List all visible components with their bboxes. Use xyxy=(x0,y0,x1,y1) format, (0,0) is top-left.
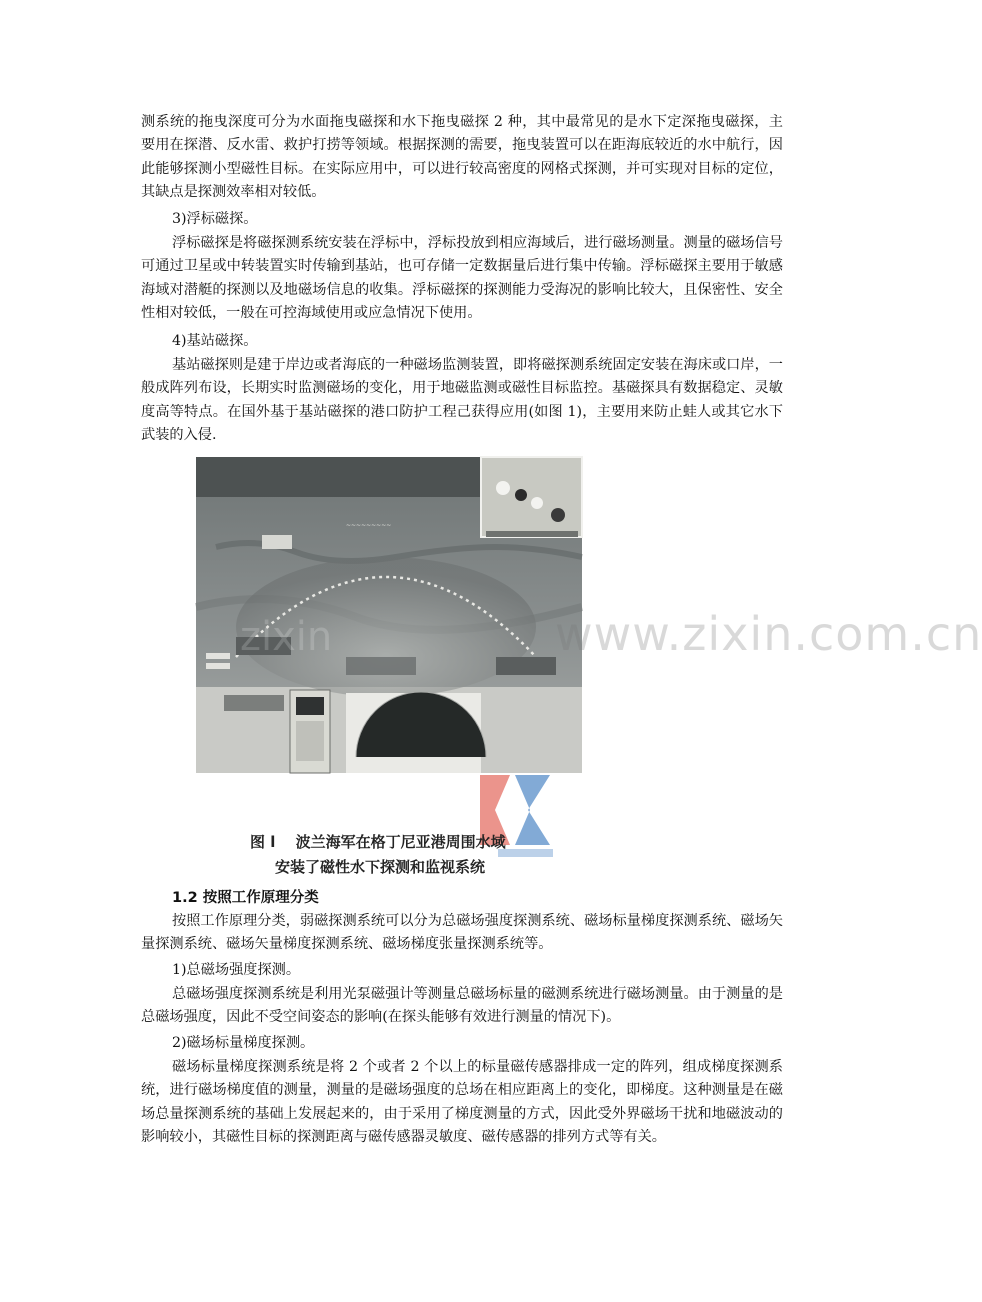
figure-caption-line1: 图 l 波兰海军在格丁尼亚港周围水域 xyxy=(250,833,506,851)
paragraph-buoy-detection: 浮标磁探是将磁探测系统安装在浮标中，浮标投放到相应海域后，进行磁场测量。测量的磁场信号可通过卫星或中转装置实时传输到基站，也可存储一定数据量后进行集中传输。浮标磁探主要用于敏感海域对潜艇的探测以及地磁场信息的收集。浮标磁探的探测能力受海况的影响比较大，且保密性、安全性相对较低，一般在可控海域使用或应急情况下使用。 xyxy=(141,235,783,322)
paragraph-total-field: 总磁场强度探测系统是利用光泵磁强计等测量总磁场标量的磁测系统进行磁场测量。由于测量的是总磁场强度，因此不受空间姿态的影响(在探头能够有效进行测量的情况下)。 xyxy=(141,986,783,1026)
paragraph-base-station-detection: 基站磁探则是建于岸边或者海底的一种磁场监测装置，即将磁探测系统固定安装在海床或口岸，一般成阵列布设，长期实时监测磁场的变化，用于地磁监测或磁性目标监控。基磁探具有数据稳定、灵敏度高等特点。在国外基于基站磁探的港口防护工程己获得应用(如图 1)，主要用来防止蛙人或其它水下武装的入侵. xyxy=(141,357,783,444)
paragraph-towed-detection: 测系统的拖曳深度可分为水面拖曳磁探和水下拖曳磁探 2 种，其中最常见的是水下定深拖曳磁探，主要用在探潜、反水雷、救护打捞等领域。根据探测的需要，拖曳装置可以在距海底较近的水中航行，因此能够探测小型磁性目标。在实际应用中，可以进行较高密度的网格式探测，并可实现对目标的定位，其缺点是探测效率相对较低。 xyxy=(141,114,783,201)
svg-text:~~~~~~~~~: ~~~~~~~~~ xyxy=(346,522,392,529)
watermark-faint: zixin xyxy=(240,614,333,660)
subheading-total-field: 1)总磁场强度探测。 xyxy=(172,962,301,978)
subheading-base-station: 4)基站磁探。 xyxy=(172,333,258,349)
paragraph-classification: 按照工作原理分类，弱磁探测系统可以分为总磁场强度探测系统、磁场标量梯度探测系统、磁场矢量探测系统、磁场矢量梯度探测系统、磁场梯度张量探测系统等。 xyxy=(141,913,783,953)
watermark-text: www.zixin.com.cn xyxy=(555,607,982,661)
subheading-buoy: 3)浮标磁探。 xyxy=(172,211,258,227)
paragraph-scalar-gradient: 磁场标量梯度探测系统是将 2 个或者 2 个以上的标量磁传感器排成一定的阵列，组成梯度探测系统，进行磁场梯度值的测量，测量的是磁场强度的总场在相应距离上的变化，即梯度。这种测量是在磁场总量探测系统的基础上发展起来的，由于采用了梯度测量的方式，因此受外界磁场干扰和地磁波动的影响较小，其磁性目标的探测距离与磁传感器灵敏度、磁传感器的排列方式等有关。 xyxy=(141,1059,783,1146)
section-heading-working-principle: 1.2 按照工作原理分类 xyxy=(172,890,319,906)
figure-caption-line2: 安装了磁性水下探测和监视系统 xyxy=(275,858,486,876)
subheading-scalar-gradient: 2)磁场标量梯度探测。 xyxy=(172,1035,315,1051)
